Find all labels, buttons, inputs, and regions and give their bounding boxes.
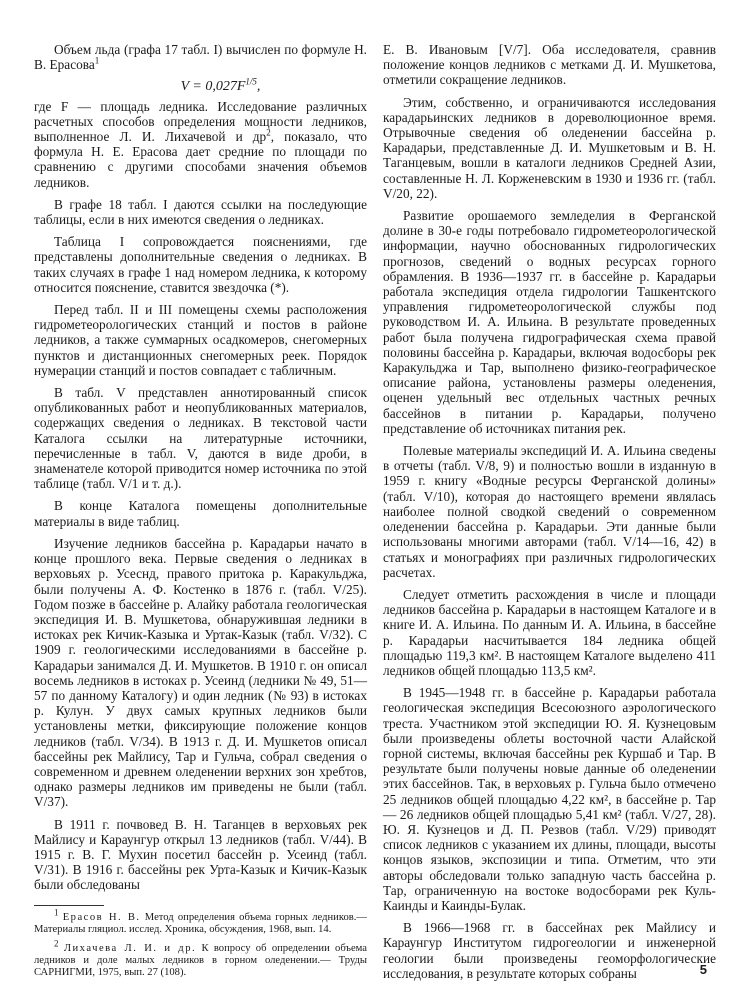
paragraph: В конце Каталога помещены дополнительные материалы в виде таблиц. xyxy=(34,498,367,529)
right-column xyxy=(383,42,716,988)
paragraph: Этим, собственно, и ограничиваются исследования карадарьинских ледников в дореволюционное время. Отрывочные сведения об оледенении бассейна р. Карадарьи, представленные Д. И. Мушкетовым и В. Н. Таганцевым, вошли в каталоги ледников Средней Азии, составленные Н. Л. Корженевским в 1930 и 1936 гг. (табл. V/20, 22). xyxy=(383,94,716,201)
paragraph: В 1945—1948 гг. в бассейне р. Карадарьи работала геологическая экспедиция Всесоюзного аэрологического треста. Участником этой экспедиции Ю. Я. Кузнецовым были произведены облеты восточной части Алайской горной системы, включая бассейны рек Куршаб и Тар. В результате были получены новые данные об оледенении этих бассейнов. Так, в верховьях р. Гульча было отмечено 25 ледников общей площадью 4,22 км², в бассейне р. Тар — 26 ледников общей площадью 5,41 км² (табл. V/27, 28). Ю. Я. Кузнецов и Д. П. Резвов (табл. V/29) приводят список ледников с указанием их длины, площади, высоты концов языков, экспозиции и типа. Отметим, что эти авторы обследовали только западную часть бассейна р. Тар, ограниченную на востоке водосборами рек Куль-Каинды и Каинды-Булак. xyxy=(383,685,716,913)
paragraph: Полевые материалы экспедиций И. А. Ильина сведены в отчеты (табл. V/8, 9) и полностью вошли в изданную в 1959 г. книгу «Водные ресурсы Ферганской долины» (табл. V/10), которая до настоящего времени являлась наиболее полной сводкой сведений о современном оледенении бассейна р. Карадарьи. Эти данные были использованы многими авторами (табл. V/14—16, 42) в статьях и монографиях при различных гидрологических расчетах. xyxy=(383,443,716,580)
paragraph: В табл. V представлен аннотированный список опубликованных работ и неопубликованных материалов, содержащих сведения о ледниках. В текстовой части Каталога ссылки на литературные источники, перечисленные в табл. V, даются в виде дроби, в знаменателе которой приводится номер источника по этой таблице (табл. V/1 и т. д.). xyxy=(34,385,367,492)
footnote-2: $^2$ Лихачева Л. И. и др. К вопросу об определении объема ледников и доле малых ледников в горном оледенении.— Труды САРНИГМИ, 1975, вып. 27 (108). xyxy=(34,938,367,978)
paragraph: Следует отметить расхождения в числе и площади ледников бассейна р. Карадарьи в настоящем Каталоге и в книге И. А. Ильина. По данным И. А. Ильина, в бассейне р. Карадарьи насчитывается 184 ледника общей площадью 119,3 км². В настоящем Каталоге выделено 411 ледников общей площадью 113,5 км². xyxy=(383,586,716,678)
paragraph: В графе 18 табл. I даются ссылки на последующие таблицы, если в них имеются сведения о ледниках. xyxy=(34,196,367,228)
paragraph: Объем льда (графа 17 табл. I) вычислен по формуле Н. В. Ерасова$^1$ xyxy=(34,42,367,73)
paragraph: где F — площадь ледника. Исследование различных расчетных способов определения мощности ледников, выполненное Л. И. Лихачевой и $др^2$, показало, что формула Н. Е. Ерасова дает средние по площади по сравнению с другими способами значения объемов ледников. xyxy=(34,98,367,190)
paragraph: Е. В. Ивановым [V/7]. Оба исследователя, сравнив положение концов ледников с метками Д. И. Мушкетова, отметили сокращение ледников. xyxy=(383,42,716,88)
paragraph: Таблица I сопровождается пояснениями, где представлены дополнительные сведения о ледниках. В таких случаях в графе 1 над номером ледника, к которому относится пояснение, ставится звездочка (*). xyxy=(34,234,367,295)
footnote-ref[interactable]: 1 xyxy=(94,55,100,66)
paragraph: В 1911 г. почвовед В. Н. Таганцев в верховьях рек Майлису и Караунгур открыл 13 ледников (табл. V/44). В 1915 г. В. Г. Мухин посетил бассейн р. Усеинд (табл. V/31). В 1916 г. бассейны рек Урта-Казык и Кичик-Казык были обследованы xyxy=(34,816,367,893)
formula: $V = 0,027F^{1/5}$, xyxy=(180,76,261,95)
left-column xyxy=(34,42,367,986)
footnote-ref[interactable]: 2 xyxy=(266,127,271,138)
paragraph: Перед табл. II и III помещены схемы расположения гидрометеорологических станций и постов в районе ледников, а также суммарных осадкомеров, снегомерных пунктов и дистанционных снегомерных реек. Порядок нумерации станций и постов совпадает с табличным. xyxy=(34,302,367,378)
page-number: 5 xyxy=(699,962,707,977)
footnote-divider xyxy=(34,905,104,906)
paragraph: Изучение ледников бассейна р. Карадарьи начато в конце прошлого века. Первые сведения о ледниках в верховьях р. Усеснд, правого притока р. Каракульджа, были получены А. Ф. Костенко в 1876 г. (табл. V/25). Годом позже в бассейне р. Алайку работала геологическая экспедиция И. В. Мушкетова, обнаружившая ледники в истоках рек Кичик-Казыка и Уртак-Казык (табл. V/32). С 1909 г. геологическими исследованиями в бассейне р. Карадарьи занимался Д. И. Мушкетов. В 1910 г. он описал восемь ледников в истоках р. Усеинд (ледники № 49, 51—57 по данному Каталогу) и один ледник (№ 93) в истоках р. Кулун. У двух самых крупных ледников были установлены метки, фиксирующие положение концов ледников (табл. V/34). В 1913 г. Д. И. Мушкетов описал бассейны рек Майлису, Тар и Гульча, собрал сведения о современном и древнем оледенении верхних зон хребтов, однако размеры ледников им приведены не были (табл. V/37). xyxy=(34,535,367,810)
footnote-1: $^1$ Ерасов Н. В. Метод определения объема горных ледников.— Материалы гляциол. исслед. Хроника, обсуждения, 1968, вып. 14. xyxy=(34,907,367,935)
paragraph: В 1966—1968 гг. в бассейнах рек Майлису и Караунгур Институтом гидрогеологии и инженерной геологии были произведены геоморфологические исследования, в результате которых собраны xyxy=(383,920,716,981)
paragraph: Развитие орошаемого земледелия в Ферганской долине в 30-е годы потребовало гидрометеорологической информации, научно обоснованных гидрологических прогнозов, сведений о водных ресурсах горного обрамления. В 1936—1937 гг. в бассейне р. Карадарьи работала экспедиция отдела гидрологии Ташкентского управления гидрометеорологической службы под руководством И. А. Ильина. В результате проведенных работ была получена гидрографическая схема правой половины бассейна р. Карадарьи, включая водосборы рек Каракульджа и Тар, выполнено физико-географическое описание района, установлены размеры оледенения, оценен удельный вес отдельных частных речных бассейнов в питании р. Карадарьи, получено представление об источниках питания рек. xyxy=(383,208,716,436)
